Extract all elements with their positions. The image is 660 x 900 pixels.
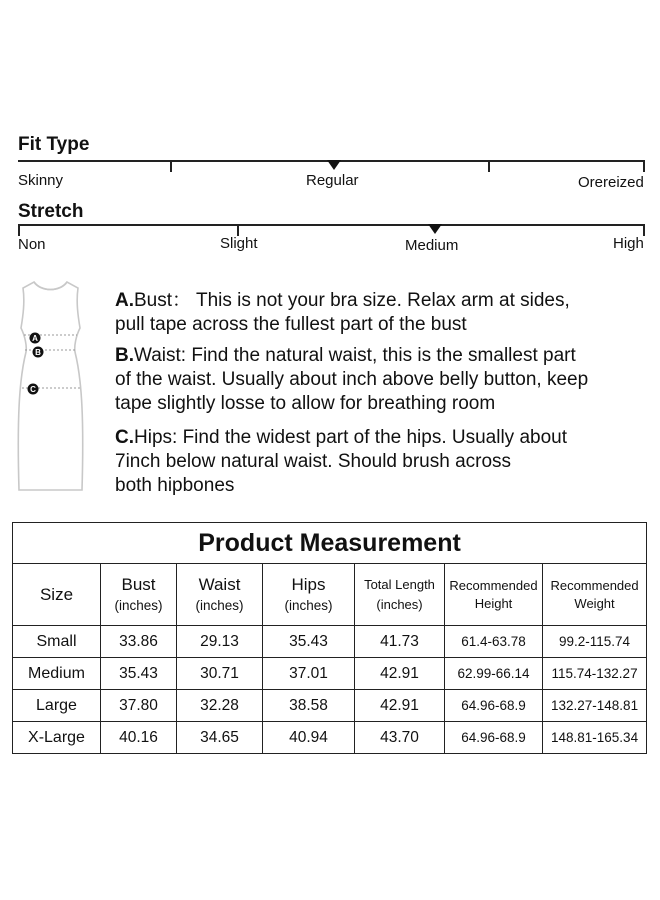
table-cell: 99.2-115.74 [543,626,647,658]
size-cell: Small [13,626,101,658]
table-cell: 40.16 [101,722,177,754]
bust-guide [115,289,570,337]
bust-line1: This is not your bra size. Relax arm at sides, [191,290,570,311]
table-cell: 43.70 [355,722,445,754]
header-total-length: Total Length (inches) [355,564,445,626]
fit-type-marker [327,160,341,170]
marker-b-icon [26,340,50,364]
stretch-label-high: High [613,235,644,252]
table-row [13,722,647,754]
stretch-label-non: Non [18,236,46,253]
table-cell: 38.58 [263,690,355,722]
table-cell: 42.91 [355,690,445,722]
table-cell: 40.94 [263,722,355,754]
header-size: Size [13,564,101,626]
hips-guide [115,426,567,498]
table-row [13,626,647,658]
size-cell: Large [13,690,101,722]
marker-a-label: A [32,334,38,343]
size-cell: Medium [13,658,101,690]
fit-type-label-oversized: Orereized [578,174,644,191]
bust-name: Bust： [134,290,192,311]
table-cell: 33.86 [101,626,177,658]
fit-type-tick [488,160,490,172]
table-row [13,658,647,690]
table-cell: 148.81-165.34 [543,722,647,754]
marker-c-label: C [30,385,36,394]
hips-line1: Find the widest part of the hips. Usually about [177,427,568,448]
table-cell: 29.13 [177,626,263,658]
table-row [13,690,647,722]
table-cell: 32.28 [177,690,263,722]
bust-letter: A. [115,290,134,311]
header-hips: Hips (inches) [263,564,355,626]
hips-name: Hips: [134,427,178,448]
table-cell: 37.80 [101,690,177,722]
table-header-row [13,564,647,626]
measurement-table [12,522,647,754]
table-cell: 34.65 [177,722,263,754]
table-cell: 35.43 [101,658,177,690]
table-cell: 64.96-68.9 [445,690,543,722]
fit-type-tick [170,160,172,172]
bust-line2: pull tape across the fullest part of the bust [115,314,467,335]
waist-name: Waist: [134,345,187,366]
table-cell: 37.01 [263,658,355,690]
stretch-title: Stretch [18,201,84,222]
stretch-tick [18,224,20,236]
hips-letter: C. [115,427,134,448]
waist-line3: tape slightly losse to allow for breathing room [115,393,496,414]
waist-guide [115,344,588,416]
stretch-marker [428,224,442,234]
size-cell: X-Large [13,722,101,754]
header-bust: Bust (inches) [101,564,177,626]
hips-line2: 7inch below natural waist. Should brush across [115,451,512,472]
table-cell: 62.99-66.14 [445,658,543,690]
table-cell: 30.71 [177,658,263,690]
waist-letter: B. [115,345,134,366]
marker-c-icon [21,377,45,401]
hips-line3: both hipbones [115,475,235,496]
stretch-scale-line [18,224,644,226]
header-waist: Waist (inches) [177,564,263,626]
header-rec-weight: Recommended Weight [543,564,647,626]
fit-type-title: Fit Type [18,134,90,155]
marker-b-label: B [35,348,41,357]
table-cell: 41.73 [355,626,445,658]
table-cell: 64.96-68.9 [445,722,543,754]
table-cell: 132.27-148.81 [543,690,647,722]
table-cell: 35.43 [263,626,355,658]
waist-line2: of the waist. Usually about inch above belly button, keep [115,369,589,390]
table-cell: 42.91 [355,658,445,690]
fit-type-label-skinny: Skinny [18,172,64,189]
header-rec-height: Recommended Height [445,564,543,626]
table-cell: 61.4-63.78 [445,626,543,658]
fit-type-label-regular: Regular [306,172,359,189]
stretch-label-medium: Medium [405,237,459,254]
stretch-label-slight: Slight [220,235,258,252]
fit-type-tick [643,160,645,172]
table-cell: 115.74-132.27 [543,658,647,690]
table-title: Product Measurement [13,523,647,564]
waist-line1: Find the natural waist, this is the smallest part [186,345,576,366]
